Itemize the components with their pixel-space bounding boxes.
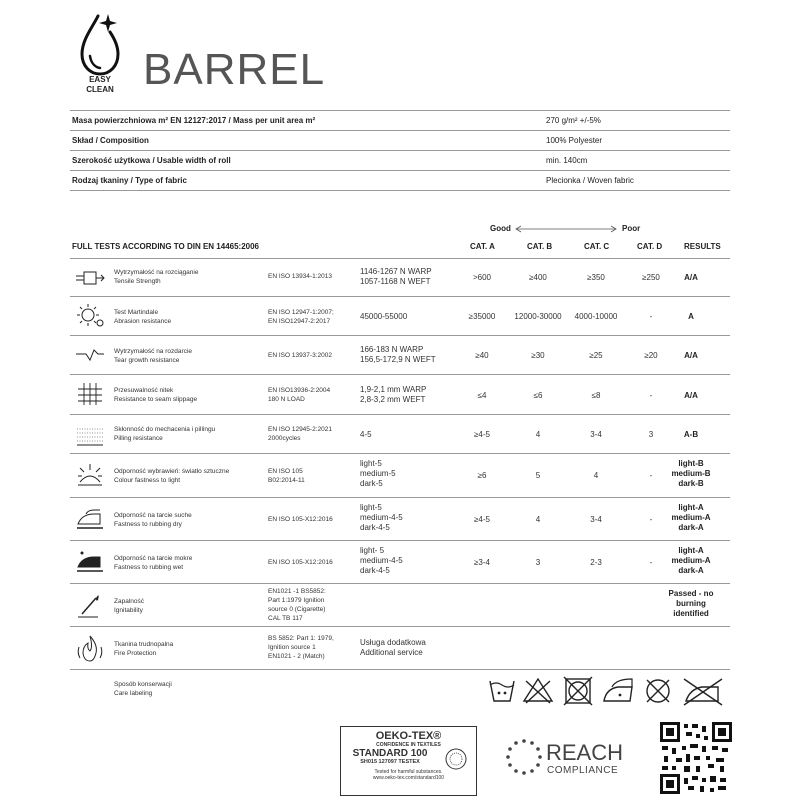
std-line: 180 N LOAD xyxy=(268,396,305,403)
std-line: 2000cycles xyxy=(268,435,301,442)
test-name xyxy=(114,597,144,615)
cat-c-value: 4 xyxy=(593,471,599,480)
cat-a-value: ≥4-5 xyxy=(474,430,490,439)
cat-b-value: ≥30 xyxy=(531,351,545,360)
test-name xyxy=(114,425,215,443)
result-value: A/A xyxy=(684,273,698,282)
test-name xyxy=(114,268,198,286)
test-value: 1,9-2,1 mm WARP 2,8-3,2 mm WEFT xyxy=(360,385,427,404)
spec-label: Masa powierzchniowa m² EN 12127:2017 / Mass per unit area m² xyxy=(72,116,316,125)
cat-d-value: ≥250 xyxy=(642,273,660,282)
test-name-en: Ignitability xyxy=(114,607,143,614)
oeko-title: OEKO-TEX® xyxy=(375,730,442,742)
test-standard xyxy=(268,386,330,404)
oeko-standard: STANDARD 100 xyxy=(352,748,428,759)
test-name-pl: Wytrzymałość na rozdarcie xyxy=(114,348,192,355)
std-line: CAL TB 117 xyxy=(268,615,303,622)
spec-value: min. 140cm xyxy=(546,156,588,165)
test-name xyxy=(114,554,192,572)
cat-d-value: - xyxy=(649,471,653,480)
test-standard xyxy=(268,587,326,623)
col-results: RESULTS xyxy=(684,242,721,251)
test-value: 4-5 xyxy=(360,430,372,439)
test-value: light- 5 medium-4-5 dark-4-5 xyxy=(360,546,403,575)
abrasion-icon xyxy=(74,301,106,331)
std-line: EN ISO 12947-1:2007; xyxy=(268,309,334,316)
test-name xyxy=(114,467,229,485)
std-line: Ignition source 1 xyxy=(268,644,316,651)
test-name xyxy=(114,386,197,404)
table-row xyxy=(70,454,730,498)
cat-b-value: ≤6 xyxy=(533,391,543,400)
cat-d-value: - xyxy=(649,312,653,321)
scale-good: Good xyxy=(490,224,511,233)
spec-label: Szerokość użytkowa / Usable width of roll xyxy=(72,156,231,165)
test-name-en: Fire Protection xyxy=(114,650,157,657)
spec-row xyxy=(70,171,730,191)
easy-clean-badge xyxy=(72,75,128,95)
scale-poor: Poor xyxy=(622,224,641,233)
test-name-pl: Wytrzymałość na rozciąganie xyxy=(114,269,199,276)
test-name-pl: Zapalność xyxy=(114,598,144,605)
cat-a-value: ≥6 xyxy=(477,471,487,480)
result-value: A-B xyxy=(683,430,699,439)
spec-row xyxy=(70,111,730,131)
col-cat-c: CAT. C xyxy=(584,242,610,251)
result-value: A xyxy=(688,312,694,321)
match-icon xyxy=(74,590,106,620)
test-name xyxy=(114,640,173,658)
badge-line-2: CLEAN xyxy=(86,85,114,94)
test-standard xyxy=(268,634,334,661)
std-line: EN1021 - 2 (Match) xyxy=(268,653,325,660)
tensile-icon xyxy=(74,263,106,293)
cat-d-value: 3 xyxy=(648,430,654,439)
cat-c-value: 2-3 xyxy=(590,558,602,567)
oeko-seal-icon xyxy=(444,747,468,771)
tests-table-body xyxy=(70,259,730,670)
test-value: 1146-1267 N WARP 1057-1168 N WEFT xyxy=(360,267,432,286)
spec-value: Plecionka / Woven fabric xyxy=(546,176,634,185)
cat-a-value: ≥3-4 xyxy=(474,558,490,567)
badge-line-1: EASY xyxy=(89,75,111,84)
test-name-en: Fastness to rubbing wet xyxy=(114,564,184,571)
test-standard xyxy=(268,467,305,485)
iron-dry-icon xyxy=(74,504,106,534)
result-value: Passed - no burning identified xyxy=(668,589,714,618)
test-name-pl: Przesuwalność nitek xyxy=(114,387,174,394)
cat-c-value: ≥350 xyxy=(587,273,605,282)
cat-b-value: 4 xyxy=(535,515,541,524)
result-value: A/A xyxy=(684,391,698,400)
col-cat-a: CAT. A xyxy=(470,242,495,251)
test-value: Usługa dodatkowa Additional service xyxy=(360,638,426,657)
test-name-pl: Tkanina trudnopalna xyxy=(114,641,174,648)
result-value: A/A xyxy=(684,351,698,360)
test-name-pl: Odporność na tarcie suche xyxy=(114,512,192,519)
iron-wet-icon xyxy=(74,547,106,577)
spec-label: Rodzaj tkaniny / Type of fabric xyxy=(72,176,187,185)
std-line: EN ISO 12945-2:2021 xyxy=(268,426,332,433)
cat-d-value: - xyxy=(649,515,653,524)
cat-a-value: >600 xyxy=(472,273,492,282)
oeko-url: www.oeko-tex.com/standard100 xyxy=(372,775,445,781)
cat-a-value: ≥4-5 xyxy=(474,515,490,524)
std-line: EN ISO 105-X12:2016 xyxy=(268,516,333,523)
test-standard xyxy=(268,272,332,281)
tear-icon xyxy=(74,340,106,370)
test-value: 45000-55000 xyxy=(360,312,408,321)
test-standard xyxy=(268,558,333,567)
cat-c-value: ≤8 xyxy=(591,391,601,400)
cat-a-value: ≥35000 xyxy=(468,312,496,321)
no-professional-wet-clean-icon xyxy=(684,679,722,705)
std-line: EN ISO 105-X12:2016 xyxy=(268,559,333,566)
table-row xyxy=(70,415,730,454)
std-line: Part 1:1979 Ignition xyxy=(268,597,325,604)
qr-code[interactable] xyxy=(660,722,732,794)
spec-row xyxy=(70,131,730,151)
care-label xyxy=(114,680,172,698)
test-name-pl: Test Martindale xyxy=(114,309,159,316)
cat-a-value: ≤4 xyxy=(477,391,487,400)
cat-d-value: - xyxy=(649,558,653,567)
test-name-en: Fastness to rubbing dry xyxy=(114,521,182,528)
test-name-pl: Odporność wybrawień: światło sztuczne xyxy=(114,468,230,475)
scale-arrow-icon xyxy=(515,225,617,233)
oeko-note: Tested for harmful substances. xyxy=(374,769,443,775)
test-name-en: Abrasion resistance xyxy=(114,318,172,325)
oeko-tex-label xyxy=(340,726,477,796)
cat-c-value: 4000-10000 xyxy=(574,312,618,321)
oeko-tagline: CONFIDENCE IN TEXTILES xyxy=(376,742,441,748)
cat-b-value: 12000-30000 xyxy=(514,312,562,321)
wash-30-icon xyxy=(490,681,514,701)
table-row xyxy=(70,627,730,670)
test-name-pl: Odporność na tarcie mokre xyxy=(114,555,193,562)
cat-b-value: 3 xyxy=(535,558,541,567)
std-line: EN ISO13936-2:2004 xyxy=(268,387,331,394)
test-value: light-5 medium-5 dark-5 xyxy=(360,459,396,488)
test-standard xyxy=(268,515,333,524)
table-row xyxy=(70,498,730,541)
std-line: EN ISO 13934-1:2013 xyxy=(268,273,332,280)
flame-icon xyxy=(74,633,106,663)
care-symbols xyxy=(488,673,724,707)
iron-low-icon xyxy=(604,679,632,701)
test-standard xyxy=(268,351,332,360)
test-name xyxy=(114,511,192,529)
cat-b-value: 5 xyxy=(535,471,541,480)
test-name-en: Tear growth resistance xyxy=(114,357,180,364)
table-row xyxy=(70,336,730,375)
test-name-en: Colour fastness to light xyxy=(114,477,181,484)
test-name-en: Pilling resistance xyxy=(114,435,163,442)
test-name-en: Resistance to seam slippage xyxy=(114,396,198,403)
reach-sub: COMPLIANCE xyxy=(547,765,619,776)
test-name xyxy=(114,347,192,365)
table-row xyxy=(70,375,730,415)
std-line: B02:2014-11 xyxy=(268,477,305,484)
spec-table xyxy=(70,110,730,191)
cat-b-value: 4 xyxy=(535,430,541,439)
spec-value: 270 g/m² +/-5% xyxy=(546,116,601,125)
tests-title: FULL TESTS ACCORDING TO DIN EN 14465:2006 xyxy=(72,242,260,251)
test-value: 166-183 N WARP 156,5-172,9 N WEFT xyxy=(360,345,436,364)
no-dry-clean-icon xyxy=(647,680,669,702)
std-line: EN ISO 13937-3:2002 xyxy=(268,352,332,359)
cat-c-value: 3-4 xyxy=(590,515,602,524)
spec-label: Skład / Composition xyxy=(72,136,149,145)
eu-stars-icon xyxy=(505,738,543,776)
table-row xyxy=(70,541,730,584)
cat-b-value: ≥400 xyxy=(529,273,547,282)
test-name xyxy=(114,308,171,326)
test-name-pl: Skłonność do mechacenia i pillingu xyxy=(114,426,216,433)
table-row xyxy=(70,584,730,627)
light-icon xyxy=(74,460,106,490)
no-tumble-dry-icon xyxy=(564,677,592,705)
std-line: BS 5852: Part 1: 1979, xyxy=(268,635,334,642)
cat-d-value: ≥20 xyxy=(644,351,658,360)
care-label-pl: Sposób konserwacji xyxy=(114,681,172,688)
cat-c-value: 3-4 xyxy=(590,430,602,439)
oeko-code: SH015 127097 TESTEX xyxy=(360,759,420,765)
result-value: light-A medium-A dark-A xyxy=(671,503,711,532)
pilling-icon xyxy=(74,419,106,449)
test-name-en: Tensile Strength xyxy=(114,278,161,285)
result-value: light-B medium-B dark-B xyxy=(671,459,711,488)
cat-d-value: - xyxy=(649,391,653,400)
spec-value: 100% Polyester xyxy=(546,136,603,145)
test-value: light-5 medium-4-5 dark-4-5 xyxy=(360,503,403,532)
test-standard xyxy=(268,425,332,443)
test-standard xyxy=(268,308,334,326)
reach-word: REACH xyxy=(546,740,624,765)
std-line: source 0 (Cigarette) xyxy=(268,606,326,613)
no-bleach-icon xyxy=(524,679,552,703)
cat-c-value: ≥25 xyxy=(589,351,603,360)
col-cat-d: CAT. D xyxy=(637,242,663,251)
std-line: EN ISO12947-2:2017 xyxy=(268,318,331,325)
cat-a-value: ≥40 xyxy=(475,351,489,360)
care-label-en: Care labeling xyxy=(114,690,153,697)
tests-table-header xyxy=(70,237,730,259)
seam-slippage-icon xyxy=(74,379,106,409)
col-cat-b: CAT. B xyxy=(527,242,553,251)
page-title: BARREL xyxy=(143,45,326,94)
table-row xyxy=(70,259,730,297)
result-value: light-A medium-A dark-A xyxy=(671,546,711,575)
std-line: EN1021 -1 BS5852: xyxy=(268,588,326,595)
spec-row xyxy=(70,151,730,171)
std-line: EN ISO 105 xyxy=(268,468,303,475)
table-row xyxy=(70,297,730,336)
